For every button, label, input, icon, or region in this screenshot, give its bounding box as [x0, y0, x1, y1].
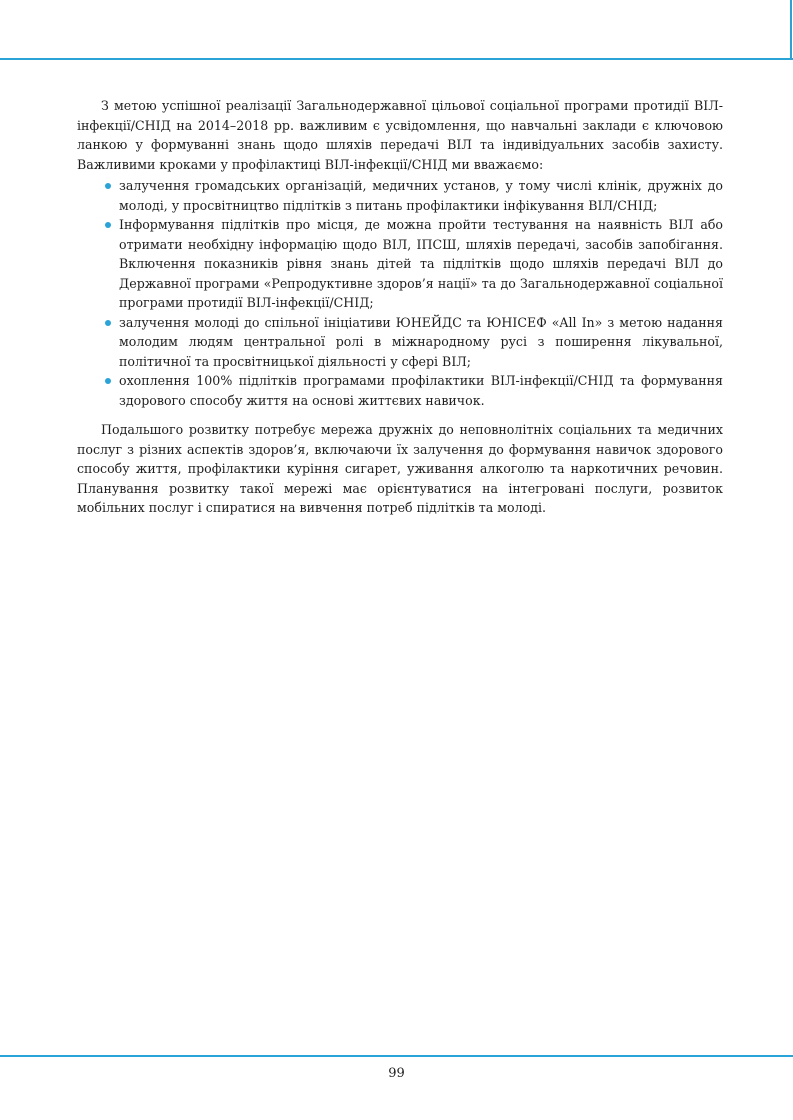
bottom-rule [0, 1055, 793, 1057]
list-item-text: Інформування підлітків про місця, де можна пройти тестування на наявність ВІЛ або отримати необхідну інформацію щодо ВІЛ, ІПСШ, шляхів передачі, засобів запобігання. Включення показників рівня знань дітей та підлітків щодо шляхів передачі ВІЛ до Державної програми «Репродуктивне здоров’я нації» та до Загальнодержавної соціальної програми протидії ВІЛ-інфекції/СНІД; [119, 217, 723, 310]
page-number: 99 [388, 1066, 405, 1081]
list-item-text: залучення громадських організацій, медичних установ, у тому числі клінік, дружніх до молоді, у просвітництво підлітків з питань профілактики інфікування ВІЛ/СНІД; [119, 178, 723, 213]
bullet-list [77, 176, 723, 410]
conclusion-paragraph: Подальшого розвитку потребує мережа дружніх до неповнолітніх соціальних та медичних послуг з різних аспектів здоров’я, включаючи їх залучення до формування навичок здорового способу життя, профілактики куріння сигарет, уживання алкоголю та наркотичних речовин. Планування розвитку такої мережі має орієнтуватися на інтегровані послуги, розвиток мобільних послуг і спиратися на вивчення потреб підлітків та молоді. [77, 422, 723, 515]
bullet-icon [105, 183, 111, 189]
intro-paragraph: З метою успішної реалізації Загальнодержавної цільової соціальної програми протидії ВІЛ-інфекції/СНІД на 2014–2018 рр. важливим є усвідомлення, що навчальні заклади є ключовою ланкою у формуванні знань щодо шляхів передачі ВІЛ та індивідуальних засобів захисту. Важливими кроками у профілактиці ВІЛ-інфекції/СНІД ми вважаємо: [77, 98, 723, 172]
list-item [77, 215, 723, 313]
list-item [77, 313, 723, 372]
list-item-text: охоплення 100% підлітків програмами профілактики ВІЛ-інфекції/СНІД та формування здорового способу життя на основі життєвих навичок. [119, 373, 723, 408]
top-rule [0, 58, 793, 60]
page-body [77, 96, 723, 518]
bullet-icon [105, 378, 111, 384]
bullet-icon [105, 320, 111, 326]
list-item [77, 176, 723, 215]
list-item-text: залучення молоді до спільної ініціативи ЮНЕЙДС та ЮНІСЕФ «All In» з метою надання молодим людям центральної ролі в міжнародному русі з поширення лікувальної, політичної та просвітницької діяльності у сфері ВІЛ; [119, 314, 723, 369]
list-item [77, 371, 723, 410]
right-margin-rule [790, 0, 792, 60]
bullet-icon [105, 222, 111, 228]
